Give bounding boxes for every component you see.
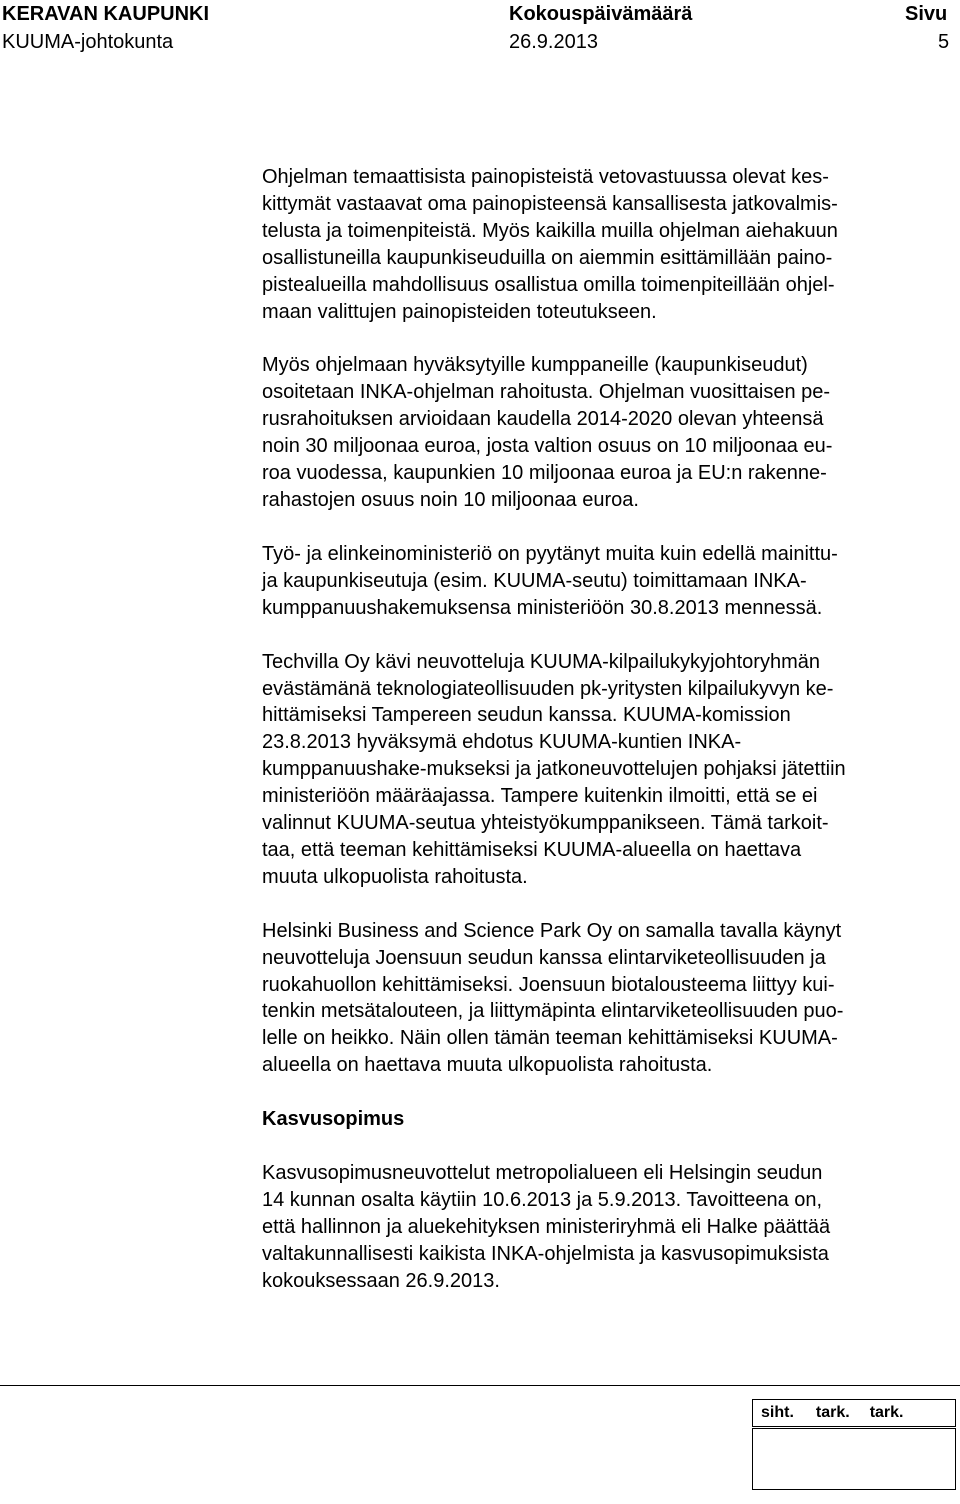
meeting-date-label: Kokouspäivämäärä [509,3,693,25]
text-line: kittymät vastaavat oma painopisteensä kansallisesta jatkovalmis- [262,192,838,215]
paragraph-helsinki-business [262,918,954,1079]
text-line: pistealueilla mahdollisuus osallistua omilla toimenpiteillään ohjel- [262,273,835,296]
text-line: tenkin metsätalouteen, ja liittymäpinta elintarviketeollisuuden puo- [262,1000,844,1023]
text-line: maan valittujen painopisteiden toteutukseen. [262,300,657,323]
text-line: roa vuodessa, kaupunkien 10 miljoonaa euroa ja EU:n rakenne- [262,462,827,485]
paragraph-funding [262,352,954,513]
text-line: ministeriöön määräajassa. Tampere kuitenkin ilmoitti, että se ei [262,785,818,808]
text-line: ja kaupunkiseutuja (esim. KUUMA-seutu) toimittamaan INKA- [262,569,807,592]
text-line: hittämiseksi Tampereen seudun kanssa. KUUMA-komission [262,704,791,727]
text-line: evästämänä teknologiateollisuuden pk-yritysten kilpailukyvyn ke- [262,677,834,700]
signature-labels-box [752,1399,956,1427]
text-line: Techvilla Oy kävi neuvotteluja KUUMA-kilpailukykyjohtoryhmän [262,650,820,673]
text-line: Helsinki Business and Science Park Oy on samalla tavalla käynyt [262,919,842,942]
text-line: muuta ulkopuolista rahoitusta. [262,865,528,888]
paragraph-techvilla [262,649,954,891]
text-line: Ohjelman temaattisista painopisteistä vetovastuussa olevat kes- [262,166,829,188]
text-line: kumppanuushakemuksensa ministeriöön 30.8.2013 mennessä. [262,596,823,619]
text-line: rahastojen osuus noin 10 miljoonaa euroa. [262,488,639,511]
document-body [262,164,954,1322]
organization-name: KERAVAN KAUPUNKI [2,3,210,25]
signature-label-checker-2: tark. [869,1404,904,1421]
document-header [0,0,960,60]
text-line: Myös ohjelmaan hyväksytyille kumppaneille (kaupunkiseudut) [262,354,808,377]
text-line: osoitetaan INKA-ohjelman rahoitusta. Ohjelman vuosittaisen pe- [262,381,831,404]
text-line: rusrahoituksen arvioidaan kaudella 2014-2020 olevan yhteensä [262,408,824,431]
signature-field [752,1428,956,1490]
text-line: neuvotteluja Joensuun seudun kanssa elintarviketeollisuuden ja [262,946,826,969]
text-line: ruokahuollon kehittämiseksi. Joensuun biotalousteema liittyy kui- [262,973,835,996]
signature-label-checker-1: tark. [815,1404,850,1421]
meeting-date: 26.9.2013 [509,31,598,53]
text-line: 23.8.2013 hyväksymä ehdotus KUUMA-kuntien INKA- [262,731,742,754]
paragraph-programme-themes [262,164,954,325]
text-line: noin 30 miljoonaa euroa, josta valtion osuus on 10 miljoonaa eu- [262,435,833,458]
text-line: Kasvusopimusneuvottelut metropolialueen eli Helsingin seudun [262,1162,823,1185]
text-line: telusta ja toimenpiteistä. Myös kaikilla muilla ohjelman aiehakuun [262,219,838,242]
text-line: lelle on heikko. Näin ollen tämän teeman kehittämiseksi KUUMA- [262,1027,838,1050]
paragraph-growth-agreement [262,1160,954,1295]
signature-label-secretary: siht. [761,1404,794,1421]
text-line: kumppanuushake-mukseksi ja jatkoneuvottelujen pohjaksi jätettiin [262,758,846,781]
text-line: alueella on haettava muuta ulkopuolista rahoitusta. [262,1054,713,1077]
committee-name: KUUMA-johtokunta [2,31,174,53]
section-heading: Kasvusopimus [262,1108,405,1131]
text-line: 14 kunnan osalta käytiin 10.6.2013 ja 5.9.2013. Tavoitteena on, [262,1189,823,1211]
page-label: Sivu [905,3,948,25]
text-line: että hallinnon ja aluekehityksen ministeriryhmä eli Halke päättää [262,1215,831,1238]
text-line: osallistuneilla kaupunkiseuduilla on aiemmin esittämillään paino- [262,246,833,269]
paragraph-ministry-request [262,541,954,622]
text-line: taa, että teeman kehittämiseksi KUUMA-alueella on haettava [262,838,802,861]
page-number: 5 [938,31,950,53]
text-line: kokouksessaan 26.9.2013. [262,1269,500,1292]
text-line: valtakunnallisesti kaikista INKA-ohjelmista ja kasvusopimuksista [262,1242,829,1265]
text-line: Työ- ja elinkeinoministeriö on pyytänyt muita kuin edellä mainittu- [262,542,838,565]
footer-divider [0,1385,960,1386]
text-line: valinnut KUUMA-seutua yhteistyökumppanikseen. Tämä tarkoit- [262,812,829,835]
